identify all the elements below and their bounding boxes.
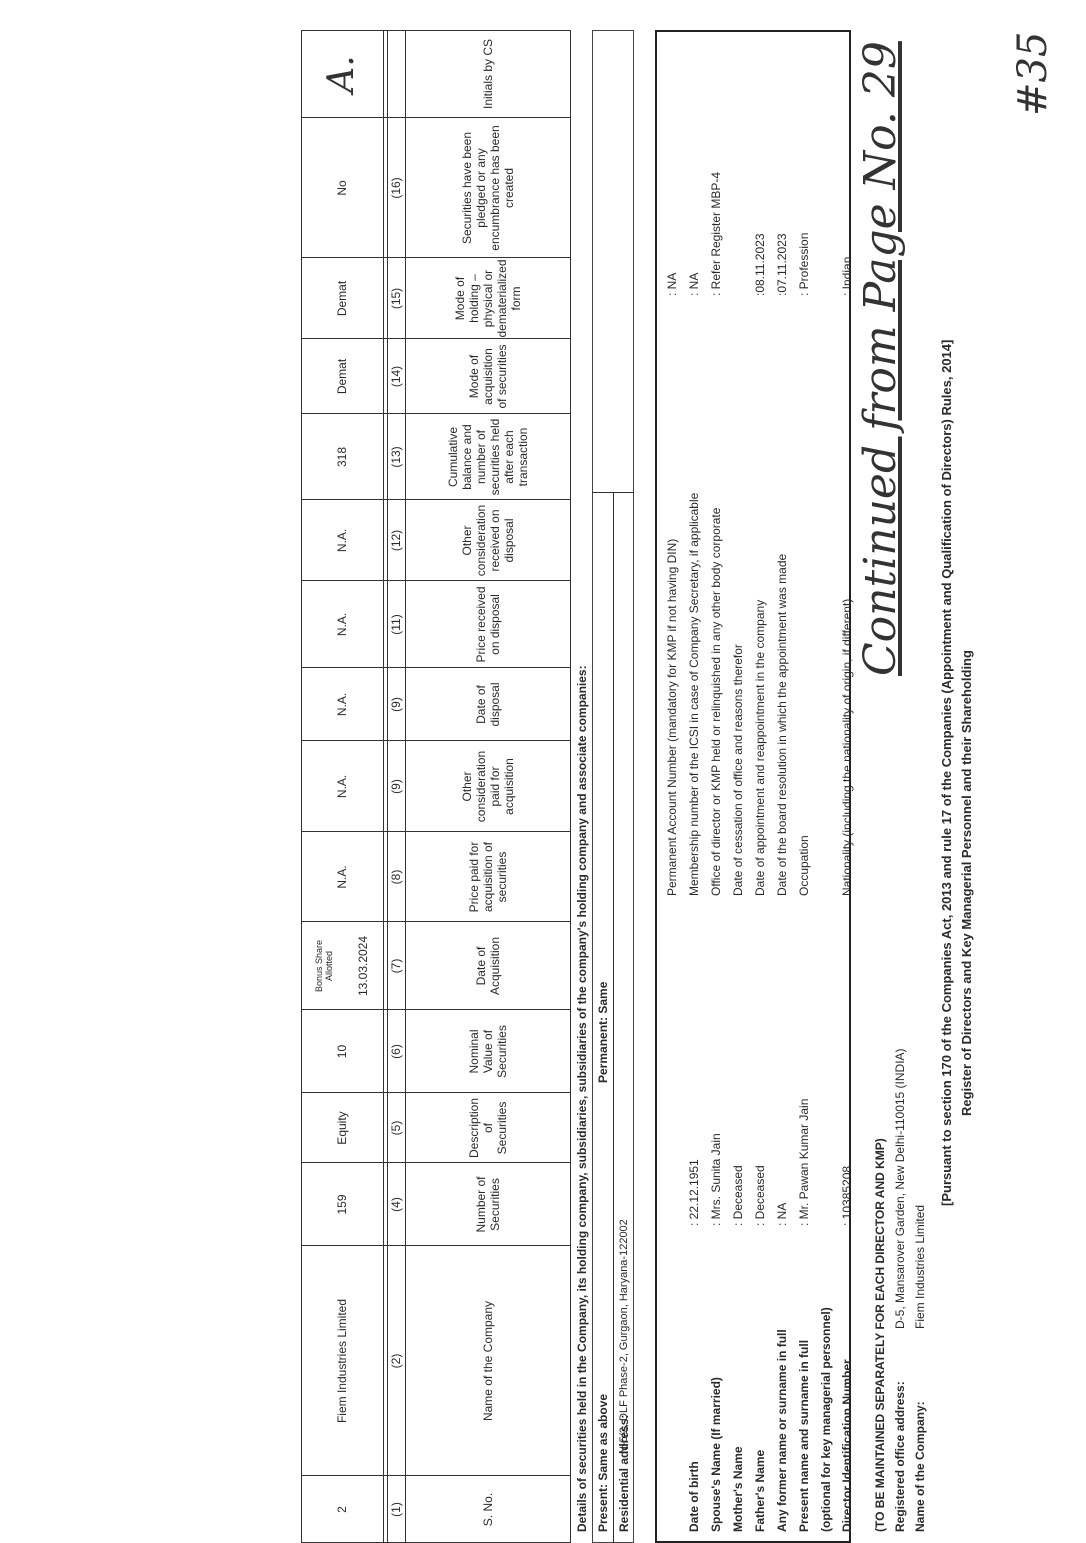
company-name-label: Name of the Company:: [913, 1401, 927, 1532]
table-column-line: [301, 1475, 571, 1476]
cell-mode-of-holding: Demat: [335, 280, 349, 317]
residential-address-value: N-5/2, DLF Phase-2, Gurgaon, Haryana-122002: [618, 1219, 630, 1454]
header-initials: Initials by CS: [481, 38, 495, 110]
nationality-label: Nationality (including the nationality of origin, if different): [840, 598, 854, 896]
din-sublabel: (optional for key managerial personnel): [819, 1307, 833, 1532]
header-other-consideration-paid: Other consideration paid for acquisition: [460, 750, 516, 823]
colnum: (9): [389, 779, 403, 794]
cell-sno: 2: [335, 1506, 349, 1513]
office-address-value: D-5, Mansarover Garden, New Delhi-110015 (INDIA): [893, 1048, 907, 1329]
header-cumulative-balance: Cumulative balance and number of securities held after each transaction: [446, 418, 530, 496]
occupation-value: : Profession: [797, 232, 811, 296]
cell-price-received: N.A.: [335, 612, 349, 637]
colnum: (6): [389, 1044, 403, 1059]
colnum: (14): [389, 365, 403, 388]
appointment-value: :08.11.2023: [753, 233, 767, 296]
header-mode-of-acquisition: Mode of acquisition of securities: [467, 344, 509, 409]
table-column-line: [301, 1092, 571, 1093]
colnum: (12): [389, 529, 403, 552]
header-price-received: Price received on disposal: [474, 586, 502, 663]
nationality-value: : Indian: [840, 256, 854, 296]
header-mode-of-holding: Mode of holding – physical or dematerialized form: [453, 259, 523, 338]
spouse-name-value: : Mrs. Sunita Jain: [709, 1133, 723, 1226]
dob-value: : 22.12.1951: [687, 1159, 701, 1226]
colnum: (13): [389, 446, 403, 468]
cell-price-paid: N.A.: [335, 865, 349, 889]
register-subtitle: [Pursuant to section 170 of the Companies Act, 2013 and rule 17 of the Companies (Appointment and Qualification of Directors) Rules, 2014]: [939, 339, 954, 1206]
table-column-line: [301, 1245, 571, 1246]
board-resolution-label: Date of the board resolution in which the appointment was made: [775, 553, 789, 896]
table-column-line: [301, 257, 571, 258]
mother-name-value: : Deceased: [731, 1165, 745, 1226]
present-name-label: Present name and surname in full: [797, 1339, 811, 1532]
colnum: (15): [389, 287, 403, 310]
handwritten-page-stamp: #35: [1010, 31, 1056, 116]
header-date-of-disposal: Date of disposal: [474, 682, 502, 727]
table-column-line: [301, 413, 571, 414]
table-column-line: [301, 338, 571, 339]
colnum: (1): [389, 1502, 403, 1517]
table-column-line: [301, 1009, 571, 1010]
table-column-line: [301, 831, 571, 832]
former-name-value: : NA: [775, 1202, 789, 1226]
colnum: (7): [389, 958, 403, 974]
residential-address-label: Residential address:: [617, 1414, 631, 1532]
register-title: Register of Directors and Key Managerial Personnel and their Shareholding: [959, 650, 974, 1116]
colnum: (2): [389, 1353, 403, 1369]
header-description: Description of Securities: [467, 1097, 509, 1159]
other-office-label: Office of director or KMP held or relinquished in any other body corporate: [709, 507, 723, 896]
din-value: : 10385208: [840, 1165, 854, 1226]
father-name-value: : Deceased: [753, 1165, 767, 1226]
former-name-label: Any former name or surname in full: [775, 1329, 789, 1532]
din-label: Director Identification Number: [840, 1359, 854, 1532]
permanent-address: Permanent: Same: [596, 981, 610, 1083]
cell-date-of-acquisition: 13.03.2024: [356, 935, 370, 997]
table-column-line: [301, 1162, 571, 1163]
header-nominal-value: Nominal Value of Securities: [467, 1025, 509, 1078]
occupation-label: Occupation: [797, 835, 811, 896]
cell-number: 159: [335, 1194, 349, 1215]
mother-name-label: Mother's Name: [731, 1446, 745, 1532]
colnum: (16): [389, 177, 403, 199]
pan-value: : NA: [665, 272, 679, 296]
icsi-label: Membership number of the ICSI in case of Company Secretary, if applicable: [687, 492, 701, 896]
table-column-line: [301, 667, 571, 668]
cell-nominal: 10: [335, 1044, 349, 1059]
present-name-value: : Mr. Pawan Kumar Jain: [797, 1098, 811, 1226]
cell-other-paid: N.A.: [335, 774, 349, 799]
father-name-label: Father's Name: [753, 1449, 767, 1532]
office-address-label: Registered office address:: [893, 1381, 907, 1532]
appointment-label: Date of appointment and reappointment in the company: [753, 599, 767, 896]
other-office-value: : Refer Register MBP-4: [709, 171, 723, 296]
maintenance-note: (TO BE MAINTAINED SEPARATELY FOR EACH DIRECTOR AND KMP): [873, 1138, 887, 1532]
cell-cumulative: 318: [335, 446, 349, 468]
pan-label: Permanent Account Number (mandatory for KMP if not having DIN): [665, 538, 679, 896]
cell-description: Equity: [335, 1111, 349, 1145]
header-company-name: Name of the Company: [481, 1300, 495, 1422]
cell-company: Fiem Industries Limited: [335, 1298, 349, 1424]
spouse-name-label: Spouse's Name (If married): [709, 1377, 723, 1532]
cell-other-received: N.A.: [335, 528, 349, 553]
cell-pledged: No: [335, 180, 349, 196]
header-date-of-acquisition: Date of Acquisition: [474, 936, 502, 996]
header-price-paid: Price paid for acquisition of securities: [467, 841, 509, 913]
cell-mode-of-acquisition: Demat: [335, 358, 349, 395]
colnum: [387, 33, 405, 115]
table-column-line: [301, 580, 571, 581]
table-column-line: [301, 740, 571, 741]
header-other-consideration-received: Other consideration received on disposal: [460, 504, 516, 577]
company-name-value: Fiem Industries Limited: [913, 1204, 927, 1329]
cell-date-of-disposal: N.A.: [335, 692, 349, 717]
handwritten-continuation-note: Continued from Page No. 29: [855, 41, 906, 676]
colnum: (4): [389, 1197, 403, 1212]
dob-label: Date of birth: [687, 1461, 701, 1532]
header-number-of-securities: Number of Securities: [474, 1176, 502, 1233]
table-column-line: [301, 117, 571, 118]
icsi-value: : NA: [687, 272, 701, 296]
securities-heading: Details of securities held in the Company, its holding company, subsidiaries, subsidiaries of the company's holding company and associate companies:: [575, 665, 589, 1532]
colnum: (9): [389, 697, 403, 712]
cell-initials-signature: A.: [321, 55, 362, 93]
present-address: Present: Same as above: [596, 1393, 610, 1532]
board-resolution-value: :07.11.2023: [775, 233, 789, 296]
header-sno: S. No.: [481, 1492, 495, 1527]
colnum: (11): [389, 614, 403, 635]
colnum: (8): [389, 869, 403, 885]
table-column-line: [301, 921, 571, 922]
colnum: (5): [389, 1120, 403, 1136]
cessation-label: Date of cessation of office and reasons therefor: [731, 644, 745, 896]
cell-date-of-acquisition-note: Bonus Share Allotted: [314, 939, 334, 993]
header-pledged: Securities have been pledged or any encumbrance has been created: [460, 125, 516, 251]
table-column-line: [301, 499, 571, 500]
